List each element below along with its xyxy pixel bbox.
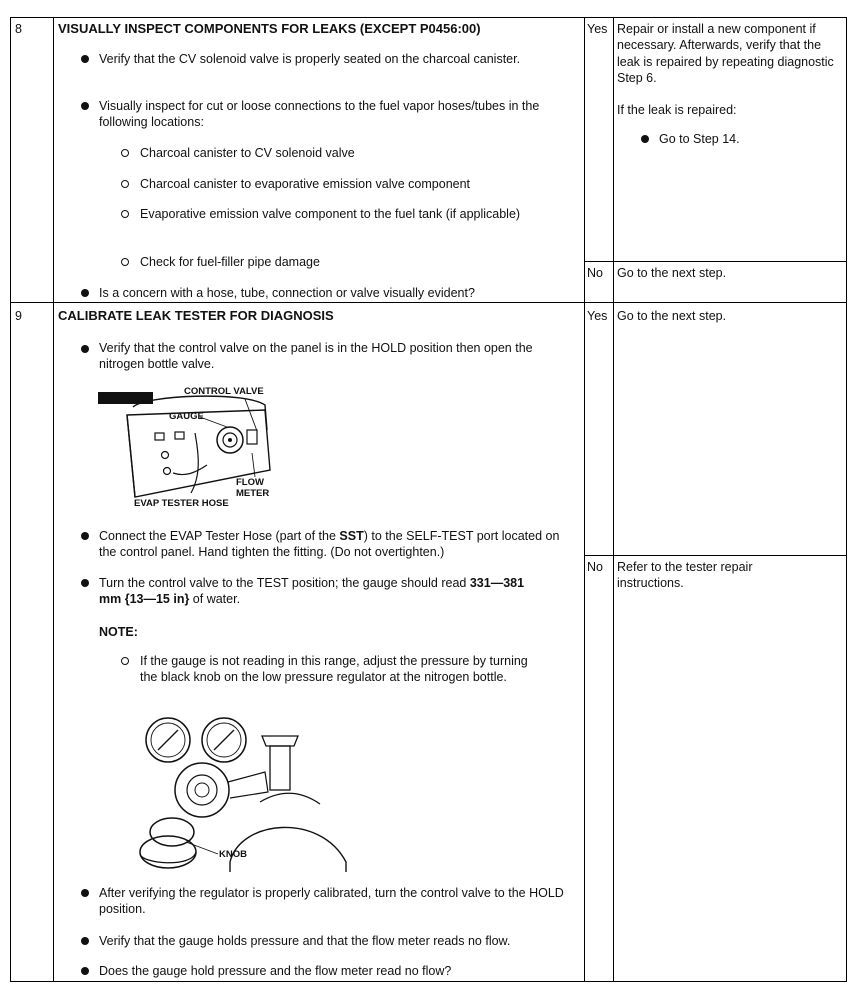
row-divider-step9-yes-no (584, 555, 847, 556)
bullet-icon (81, 967, 89, 975)
bullet-icon (641, 135, 649, 143)
action-text: Go to the next step. (617, 266, 727, 280)
step-bullet: Verify that the CV solenoid valve is properly seated on the charcoal canister. (99, 52, 521, 66)
sub-bullet: Evaporative emission valve component to the fuel tank (if applicable) (140, 207, 521, 221)
step-bullet: Turn the control valve to the TEST position; the gauge should read 331—381 mm {13—15 in} of water. (99, 576, 525, 607)
figure-label: FLOW (236, 477, 264, 488)
sub-bullet-icon (121, 210, 129, 218)
action-text: If the leak is repaired: (617, 103, 737, 117)
action-text: Refer to the tester repair instructions. (617, 560, 753, 591)
row-divider-step8-9 (10, 302, 847, 303)
column-divider-step (53, 17, 54, 982)
sub-bullet-icon (121, 180, 129, 188)
step-heading: VISUALLY INSPECT COMPONENTS FOR LEAKS (EXCEPT P0456:00) (58, 21, 481, 36)
column-divider-action (613, 17, 614, 982)
step-bullet: Connect the EVAP Tester Hose (part of the SST) to the SELF-TEST port located on the control panel. Hand tighten the fitting. (Do not overtighten.) (99, 529, 560, 560)
bullet-icon (81, 532, 89, 540)
action-link: Go to Step 14. (659, 132, 740, 146)
column-divider-result (584, 17, 585, 982)
figure-label: METER (236, 488, 270, 499)
result-no: No (587, 560, 603, 574)
step-heading: CALIBRATE LEAK TESTER FOR DIAGNOSIS (58, 308, 334, 323)
result-yes: Yes (587, 22, 608, 36)
bullet-icon (81, 289, 89, 297)
sub-bullet: Check for fuel-filler pipe damage (140, 255, 320, 269)
action-text: Repair or install a new component if necessary. Afterwards, verify that the leak is repaired by repeating diagnostic Step 6. (617, 22, 834, 85)
table-border-right (846, 17, 847, 982)
sub-bullet-icon (121, 149, 129, 157)
sub-bullet: Charcoal canister to CV solenoid valve (140, 146, 355, 160)
row-divider-step8-yes-no (584, 261, 847, 262)
step-bullet: Verify that the control valve on the panel is in the HOLD position then open the nitrogen bottle valve. (99, 341, 533, 372)
bullet-icon (81, 889, 89, 897)
figure-label: GAUGE (169, 411, 204, 422)
result-yes: Yes (587, 309, 608, 323)
sub-bullet: Charcoal canister to evaporative emission valve component (140, 177, 471, 191)
regulator-illustration (130, 712, 350, 872)
table-border-bottom (10, 981, 847, 982)
sub-bullet-icon (121, 657, 129, 665)
step-number: 8 (15, 22, 22, 36)
bullet-icon (81, 579, 89, 587)
step-bullet: After verifying the regulator is properly calibrated, turn the control valve to the HOLD position. (99, 886, 564, 917)
figure-label: KNOB (219, 849, 247, 860)
bullet-icon (81, 55, 89, 63)
figure-label: CONTROL VALVE (184, 386, 264, 397)
step-bullet: Verify that the gauge holds pressure and that the flow meter reads no flow. (99, 934, 511, 948)
bullet-icon (81, 102, 89, 110)
sub-bullet-icon (121, 258, 129, 266)
step-question: Does the gauge hold pressure and the flow meter read no flow? (99, 964, 452, 978)
note-text: If the gauge is not reading in this range, adjust the pressure by turning the black knob on the low pressure regulator at the nitrogen bottle. (140, 654, 528, 685)
bullet-icon (81, 345, 89, 353)
figure-label: EVAP TESTER HOSE (134, 498, 229, 509)
note-heading: NOTE: (99, 625, 138, 639)
result-no: No (587, 266, 603, 280)
bullet-icon (81, 937, 89, 945)
step-question: Is a concern with a hose, tube, connection or valve visually evident? (99, 286, 475, 300)
action-text: Go to the next step. (617, 309, 727, 323)
step-number: 9 (15, 309, 22, 323)
table-border-left (10, 17, 11, 982)
step-bullet: Visually inspect for cut or loose connections to the fuel vapor hoses/tubes in the following locations: (99, 99, 540, 130)
table-border-top (10, 17, 847, 18)
